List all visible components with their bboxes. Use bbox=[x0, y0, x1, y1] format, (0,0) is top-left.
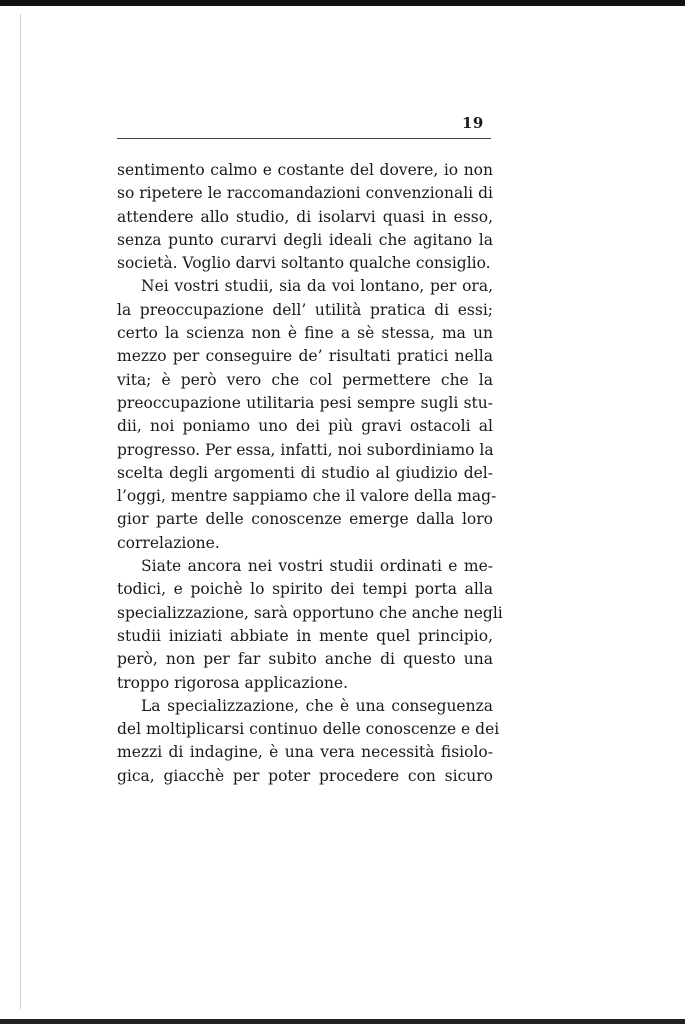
text-line: gica, giacchè per poter procedere con sicuro bbox=[117, 766, 493, 785]
paragraph-start-line: Nei vostri studii, sia da voi lontano, per ora, bbox=[141, 277, 493, 296]
text-line: l’oggi, mentre sappiamo che il valore della mag- bbox=[117, 487, 497, 506]
text-line: so ripetere le raccomandazioni convenzionali di bbox=[117, 184, 493, 203]
text-line: mezzo per conseguire de’ risultati pratici nella bbox=[117, 347, 493, 366]
text-line: troppo rigorosa applicazione. bbox=[117, 673, 349, 692]
page-left-edge bbox=[20, 14, 21, 1009]
text-line: studii iniziati abbiate in mente quel principio, bbox=[117, 626, 493, 645]
text-line: senza punto curarvi degli ideali che agitano la bbox=[117, 230, 493, 249]
text-line: preoccupazione utilitaria pesi sempre sugli stu- bbox=[117, 393, 493, 412]
text-line: attendere allo studio, di isolarvi quasi in esso, bbox=[117, 207, 493, 226]
header-rule bbox=[117, 138, 491, 139]
scan-bottom-border bbox=[0, 1019, 685, 1024]
text-line: del moltiplicarsi continuo delle conoscenze e dei bbox=[117, 720, 500, 739]
paragraph-start-line: La specializzazione, che è una conseguenza bbox=[141, 696, 493, 715]
text-line: scelta degli argomenti di studio al giudizio del- bbox=[117, 463, 493, 482]
text-line: correlazione. bbox=[117, 533, 220, 552]
paragraph-start-line: Siate ancora nei vostri studii ordinati e me- bbox=[141, 557, 493, 576]
text-line: certo la scienza non è fine a sè stessa, ma un bbox=[117, 324, 493, 343]
text-line: todici, e poichè lo spirito dei tempi porta alla bbox=[117, 580, 493, 599]
text-line: la preoccupazione dell’ utilità pratica di essi; bbox=[117, 300, 493, 319]
text-line: dii, noi poniamo uno dei più gravi ostacoli al bbox=[117, 417, 493, 436]
text-line: sentimento calmo e costante del dovere, io non bbox=[117, 161, 493, 179]
text-line: progresso. Per essa, infatti, noi subordiniamo la bbox=[117, 440, 494, 459]
text-line: gior parte delle conoscenze emerge dalla loro bbox=[117, 510, 493, 529]
text-line: vita; è però vero che col permettere che la bbox=[117, 370, 493, 389]
page-number: 19 bbox=[462, 114, 484, 132]
scan-top-border bbox=[0, 0, 685, 6]
text-line: società. Voglio darvi soltanto qualche consiglio. bbox=[117, 254, 491, 273]
body-text bbox=[117, 159, 503, 788]
text-line: specializzazione, sarà opportuno che anche negli bbox=[117, 603, 503, 622]
text-line: mezzi di indagine, è una vera necessità fisiolo- bbox=[117, 743, 493, 762]
text-line: però, non per far subito anche di questo una bbox=[117, 650, 493, 669]
